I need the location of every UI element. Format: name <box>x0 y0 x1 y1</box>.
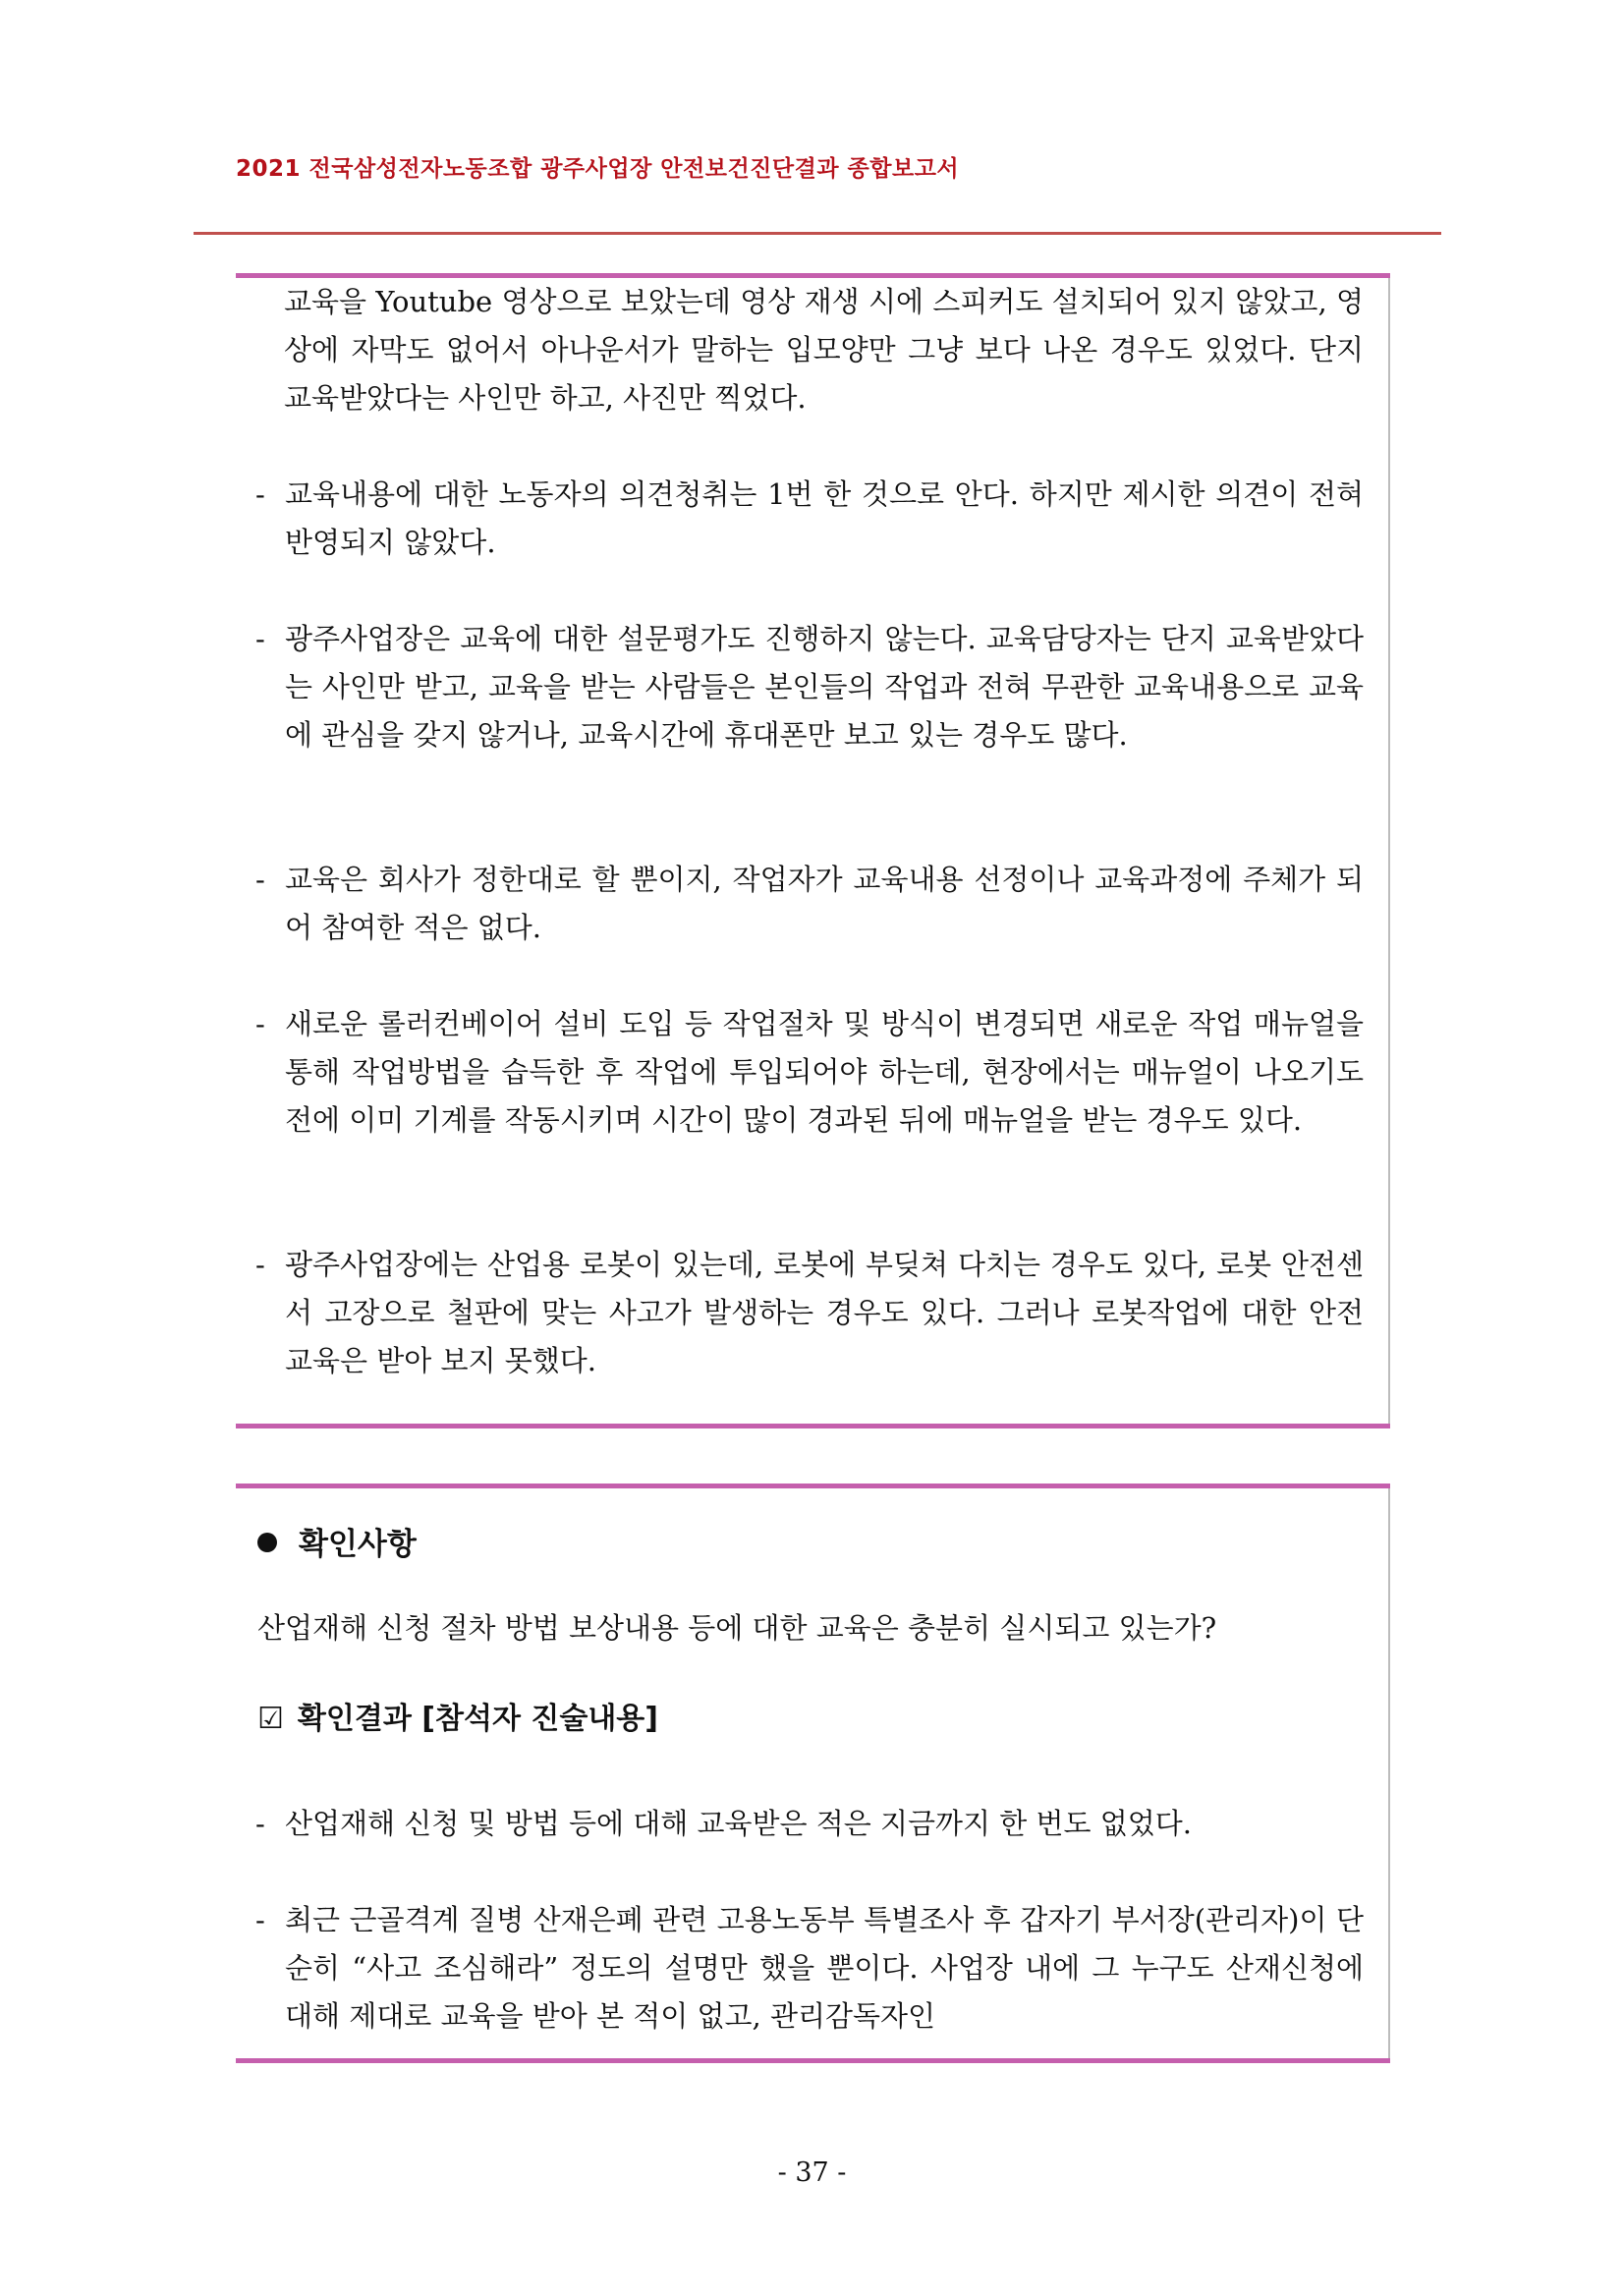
list-item-text: 교육내용에 대한 노동자의 의견청취는 1번 한 것으로 안다. 하지만 제시한 의견이 전혀 반영되지 않았다. <box>285 477 1364 559</box>
box-bottom-border <box>236 2058 1390 2063</box>
list-item-text: 교육은 회사가 정한대로 할 뿐이지, 작업자가 교육내용 선정이나 교육과정에 주체가 되어 참여한 적은 없다. <box>285 863 1364 944</box>
statement-box-1 <box>236 273 1390 1428</box>
list-item-text: 광주사업장에는 산업용 로봇이 있는데, 로봇에 부딪쳐 다치는 경우도 있다, 로봇 안전센서 고장으로 철판에 맞는 사고가 발생하는 경우도 있다. 그러나 로봇작업에 대한 안전 교육은 받아 보지 못했다. <box>285 1248 1364 1377</box>
list-item-text: 산업재해 신청 및 방법 등에 대해 교육받은 적은 지금까지 한 번도 없었다. <box>285 1807 1193 1840</box>
list-item <box>255 1000 1364 1145</box>
continuation-paragraph: 교육을 Youtube 영상으로 보았는데 영상 재생 시에 스피커도 설치되어 있지 않았고, 영상에 자막도 없어서 아나운서가 말하는 입모양만 그냥 보다 나온 경우도 있었다. 단지 교육받았다는 사인만 하고, 사진만 찍었다. <box>284 285 1364 415</box>
list-item <box>255 471 1364 567</box>
header-divider <box>194 232 1441 235</box>
page-header-title: 2021 전국삼성전자노동조합 광주사업장 안전보건진단결과 종합보고서 <box>236 156 960 182</box>
question-text: 산업재해 신청 절차 방법 보상내용 등에 대한 교육은 충분히 실시되고 있는가? <box>257 1611 1217 1645</box>
list-item <box>255 856 1364 952</box>
dash-bullet: - <box>255 1248 265 1281</box>
dash-bullet: - <box>255 477 265 511</box>
dash-bullet: - <box>255 1007 265 1040</box>
dash-bullet: - <box>255 1903 265 1936</box>
list-item <box>255 1241 1364 1385</box>
list-item <box>255 615 1364 759</box>
dash-bullet: - <box>255 1807 265 1840</box>
list-item-text: 새로운 롤러컨베이어 설비 도입 등 작업절차 및 방식이 변경되면 새로운 작업 매뉴얼을 통해 작업방법을 습득한 후 작업에 투입되어야 하는데, 현장에서는 매뉴얼이 나오기도 전에 이미 기계를 작동시키며 시간이 많이 경과된 뒤에 매뉴얼을 받는 경우도 있다. <box>285 1007 1364 1137</box>
list-item-text: 광주사업장은 교육에 대한 설문평가도 진행하지 않는다. 교육담당자는 단지 교육받았다는 사인만 받고, 교육을 받는 사람들은 본인들의 작업과 전혀 무관한 교육내용으로 교육에 관심을 갖지 않거나, 교육시간에 휴대폰만 보고 있는 경우도 많다. <box>285 622 1364 752</box>
dash-bullet: - <box>255 622 265 655</box>
dash-bullet: - <box>255 863 265 896</box>
list-item <box>255 1800 1364 1848</box>
result-heading-text: 확인결과 [참석자 진술내용] <box>297 1702 658 1736</box>
page-number: - 37 - <box>777 2157 847 2188</box>
statement-box-2 <box>236 1484 1390 2063</box>
result-heading <box>257 1700 658 1739</box>
checkbox-checked-icon: ☑ <box>257 1702 284 1736</box>
bullet-dot-icon <box>257 1533 277 1552</box>
section-heading-text: 확인사항 <box>299 1527 417 1562</box>
section-heading <box>257 1525 417 1564</box>
list-item <box>255 1896 1364 2041</box>
list-item-text: 최근 근골격계 질병 산재은폐 관련 고용노동부 특별조사 후 갑자기 부서장(관리자)이 단순히 “사고 조심해라” 정도의 설명만 했을 뿐이다. 사업장 내에 그 누구도 산재신청에 대해 제대로 교육을 받아 본 적이 없고, 관리감독자인 <box>285 1903 1364 2033</box>
box-bottom-border <box>236 1424 1390 1428</box>
box-top-border <box>236 1484 1390 1488</box>
